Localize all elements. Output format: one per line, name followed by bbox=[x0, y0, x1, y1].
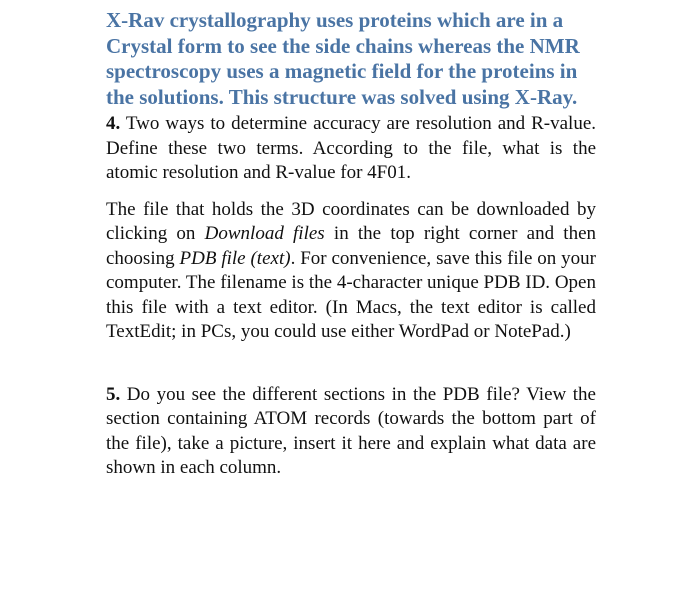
question-4-number: 4. bbox=[106, 113, 121, 134]
pdb-file-text-label: PDB file (text) bbox=[179, 247, 291, 269]
question-5 bbox=[106, 383, 596, 481]
file-instructions-part3: . For convenience, save this file on your computer. The filename is the 4-character unique PDB ID. Open this file with a text editor. (In Macs, the text editor is called TextEdit; in PCs, you could use either WordPad or NotePad.) bbox=[106, 247, 596, 342]
question-4 bbox=[106, 112, 596, 186]
download-files-label: Download files bbox=[204, 223, 325, 244]
question-5-text: Do you see the different sections in the PDB file? View the section containing ATOM records (towards the bottom part of the file), take a picture, insert it here and explain what data are shown in each column. bbox=[106, 383, 596, 478]
document-page bbox=[106, 8, 596, 481]
question-4-text: Two ways to determine accuracy are resolution and R-value. Define these two terms. According to the file, what is the atomic resolution and R-value for 4F01. bbox=[106, 113, 596, 183]
answer-text: X-Rav crystallography uses proteins which are in a Crystal form to see the side chains whereas the NMR spectroscopy uses a magnetic field for the proteins in the solutions. This structure was solved using X-Ray. bbox=[106, 8, 580, 109]
file-instructions-part2: in the top right corner and then choosing bbox=[106, 223, 597, 269]
question-5-number: 5. bbox=[106, 383, 121, 405]
file-instructions-part1: The file that holds the 3D coordinates can be downloaded by clicking on bbox=[106, 198, 596, 244]
file-instructions bbox=[106, 198, 596, 345]
